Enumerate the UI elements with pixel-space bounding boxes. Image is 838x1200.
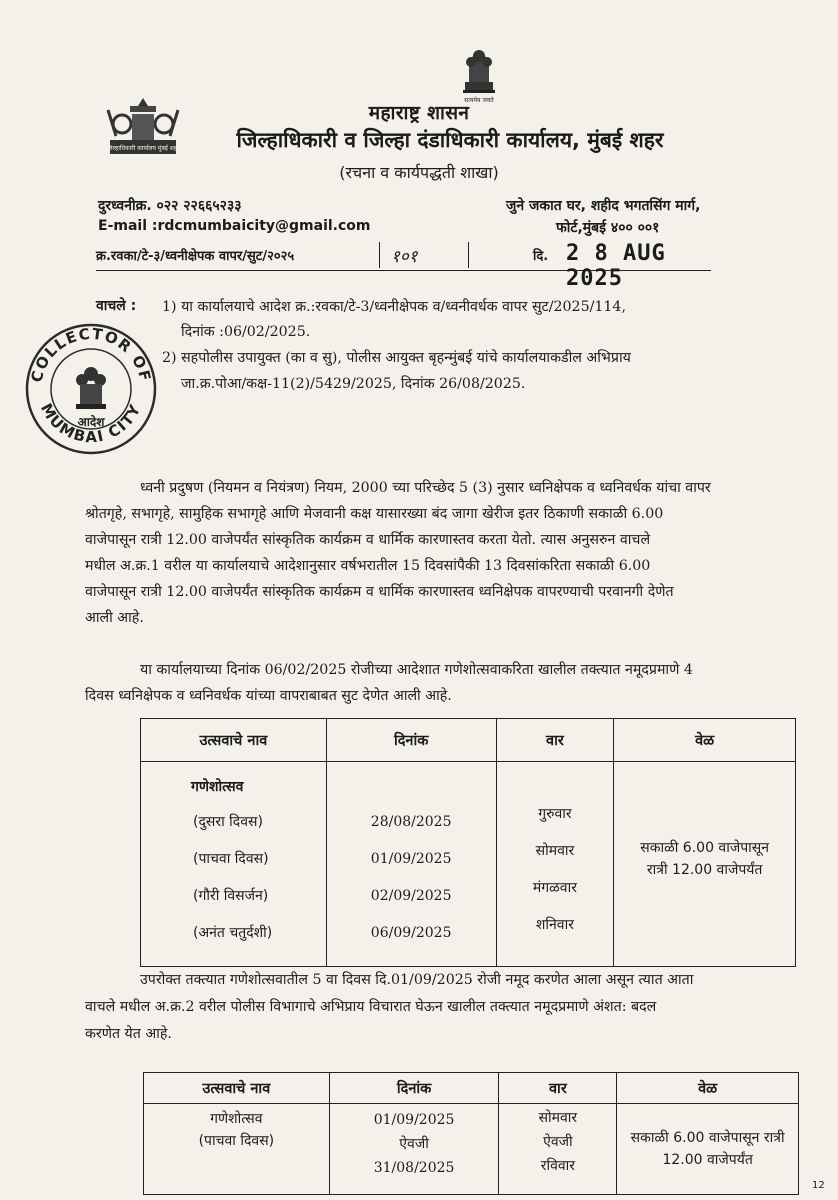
table1-date: 06/09/2025 <box>370 925 452 941</box>
festival-table-1 <box>140 718 796 967</box>
office-heading: जिल्हाधिकारी व जिल्हा दंडाधिकारी कार्यालय, मुंबई शहर <box>236 128 664 152</box>
para2-line: या कार्यालयाच्या दिनांक 06/02/2025 रोजीच्या आदेशात गणेशोत्सवाकरिता खालील तक्त्यात नमूदप्रमाणे 4 <box>140 662 693 678</box>
stamp-top-text: COLLECTOR OF <box>27 324 155 385</box>
table1-weekday: शनिवार <box>535 917 574 933</box>
read-item-2-line-2: जा.क्र.पोआ/कक्ष-11(2)/5429/2025, दिनांक 26/08/2025. <box>181 376 526 392</box>
address-line-1: जुने जकात घर, शहीद भगतसिंग मार्ग, <box>506 198 701 214</box>
address-line-2: फोर्ट,मुंबई ४०० ००१ <box>556 220 660 236</box>
date-label: दि. <box>533 249 549 264</box>
para3-line: उपरोक्त तक्त्यात गणेशोत्सवातील 5 वा दिवस दि.01/09/2025 रोजी नमूद करणेत आला असून त्यात आता <box>140 972 694 988</box>
table1-date: 28/08/2025 <box>370 814 452 830</box>
collector-stamp <box>24 322 158 456</box>
para1-line: आली आहे. <box>85 610 144 626</box>
table1-weekday: मंगळवार <box>532 880 577 896</box>
read-item-1-line-1: 1) या कार्यालयाचे आदेश क्र.:रवका/टे-3/ध्वनीक्षेपक व/ध्वनीवर्धक वापर सुट/2025/114, <box>162 299 626 315</box>
stamp-emblem-icon <box>76 367 106 409</box>
para1-line: वाजेपासून रात्री 12.00 वाजेपर्यंत सांस्कृतिक कार्यक्रम व धार्मिक कारणास्तव करता येतो. त्यास अनुसरुन वाचले <box>85 532 651 548</box>
handwritten-number: १०१ <box>391 247 418 267</box>
table1-time-line-2: रात्री 12.00 वाजेपर्यंत <box>646 862 763 878</box>
read-label: वाचले : <box>96 298 137 314</box>
national-emblem-icon <box>455 42 503 106</box>
table1-time-line-1: सकाळी 6.00 वाजेपासून <box>640 840 770 856</box>
email-address: E-mail :rdcmumbaicity@gmail.com <box>98 218 371 234</box>
para3-line: करणेत येत आहे. <box>85 1026 172 1042</box>
table2-date-line-3: 31/08/2025 <box>373 1160 455 1176</box>
page-number: 12 <box>812 1180 825 1191</box>
table2-header: वार <box>499 1073 617 1104</box>
stamp-bottom-text: MUMBAI CITY <box>36 400 145 447</box>
reference-row <box>96 238 711 291</box>
festival-table-2 <box>143 1072 799 1195</box>
emblem-motto: सत्यमेव जयते <box>464 97 494 104</box>
para3-line: वाचले मधील अ.क्र.2 वरील पोलीस विभागाचे अभिप्राय विचारात घेऊन खालील तक्त्यात नमूदप्रमाणे अंशत: बदल <box>85 999 657 1015</box>
table2-time-line-1: सकाळी 6.00 वाजेपासून रात्री <box>630 1130 785 1146</box>
para1-line: मधील अ.क्र.1 वरील या कार्यालयाचे आदेशानुसार वर्षभरातील 15 दिवसांपैकी 13 दिवसांकरिता सकाळी 6.00 <box>85 558 651 574</box>
para2-line: दिवस ध्वनिक्षेपक व ध्वनिवर्धक यांच्या वापराबाबत सुट देणेत आली आहे. <box>85 688 452 704</box>
table1-date: 01/09/2025 <box>370 851 452 867</box>
table1-day-name: (गौरी विसर्जन) <box>193 888 269 904</box>
read-item-2-line-1: 2) सहपोलीस उपायुक्त (का व सु), पोलीस आयुक्त बृहन्मुंबई यांचे कार्यालयाकडील अभिप्राय <box>162 350 631 366</box>
district-emblem-text: जिल्हाधिकारी कार्यालय मुंबई शहर <box>106 145 180 152</box>
table1-festival-name: गणेशोत्सव <box>191 779 244 795</box>
read-item-1-line-2: दिनांक :06/02/2025. <box>181 324 311 340</box>
table2-day-line-2: ऐवजी <box>543 1134 573 1150</box>
table2-name-line-1: गणेशोत्सव <box>210 1111 263 1127</box>
table1-weekday: गुरुवार <box>538 806 572 822</box>
table2-header: उत्सवाचे नाव <box>144 1073 330 1104</box>
table2-date-line-1: 01/09/2025 <box>373 1112 455 1128</box>
para1-line: श्रोतगृहे, सभागृहे, सामुहिक सभागृहे आणि मेजवानी कक्ष यासारख्या बंद जागा खेरीज इतर ठिकाणी सकाळी 6.00 <box>85 506 664 522</box>
table1-header: वार <box>496 719 614 762</box>
table1-header: वेळ <box>614 719 796 762</box>
table1-header: दिनांक <box>326 719 496 762</box>
table2-day-line-1: सोमवार <box>538 1110 578 1126</box>
para1-line: वाजेपासून रात्री 12.00 वाजेपर्यंत सांस्कृतिक कार्यक्रम व धार्मिक कारणास्तव ध्वनिक्षेपक वापरण्याची परवानगी देणेत <box>85 584 674 600</box>
govt-heading: महाराष्ट्र शासन <box>368 102 470 124</box>
date-stamp: 2 8 AUG 2025 <box>566 241 666 291</box>
table1-date: 02/09/2025 <box>370 888 452 904</box>
table2-header: वेळ <box>617 1073 799 1104</box>
table1-header: उत्सवाचे नाव <box>141 719 327 762</box>
reference-number: क्र.रवका/टे-३/ध्वनीक्षेपक वापर/सुट/२०२५ <box>96 249 295 264</box>
phone-number: दुरध्वनीक्र. ०२२ २२६६५२३३ <box>98 198 242 214</box>
para1-line: ध्वनी प्रदुषण (नियमन व नियंत्रण) नियम, 2000 च्या परिच्छेद 5 (3) नुसार ध्वनिक्षेपक व ध्वनिवर्धक यांचा वापर <box>140 480 711 496</box>
table1-weekday: सोमवार <box>535 843 575 859</box>
stamp-center-text: आदेश <box>77 415 105 429</box>
table1-day-name: (अनंत चतुर्दशी) <box>193 925 273 941</box>
branch-heading: (रचना व कार्यपद्धती शाखा) <box>339 163 499 182</box>
table2-name-line-2: (पाचवा दिवस) <box>198 1133 275 1149</box>
table2-day-line-3: रविवार <box>540 1158 576 1174</box>
table2-time-line-2: 12.00 वाजेपर्यंत <box>662 1152 753 1168</box>
table1-day-name: (दुसरा दिवस) <box>193 814 263 830</box>
table1-day-name: (पाचवा दिवस) <box>193 851 269 867</box>
table2-date-line-2: ऐवजी <box>399 1136 429 1152</box>
table2-header: दिनांक <box>329 1073 499 1104</box>
